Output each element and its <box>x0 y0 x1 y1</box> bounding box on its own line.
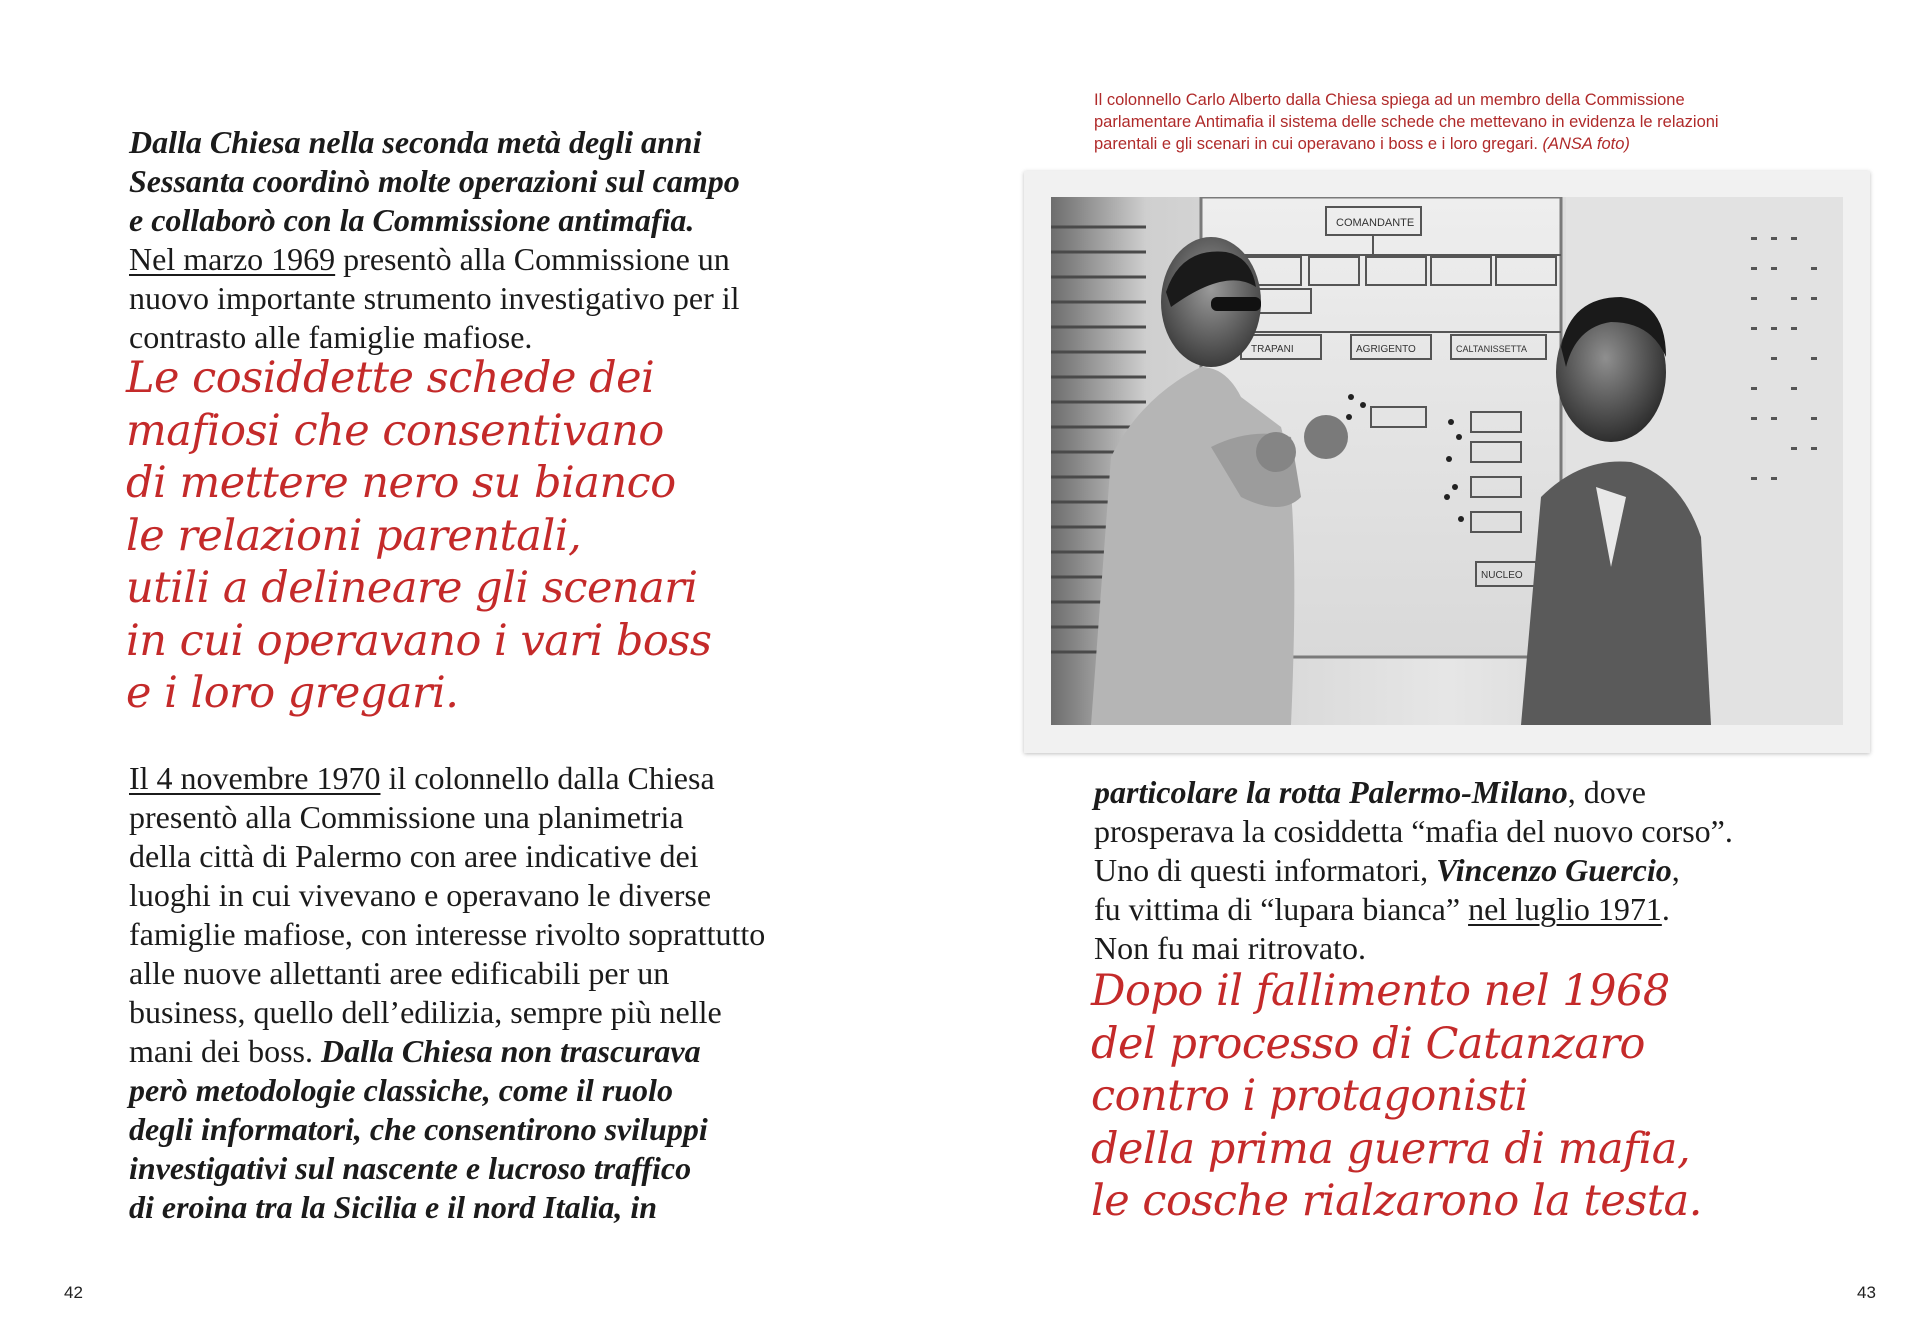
chart-label: TRAPANI <box>1251 344 1294 355</box>
route-bold-text: particolare la rotta Palermo-Milano <box>1094 774 1568 810</box>
body-bold-line: investigativi sul nascente e lucroso traffico <box>129 1150 692 1186</box>
right-body-line: Non fu mai ritrovato. <box>1094 930 1366 966</box>
quote-line: le relazioni parentali, <box>126 510 582 561</box>
intro-bold-line: e collaborò con la Commissione antimafia. <box>129 202 695 238</box>
body-bold-line: degli informatori, che consentirono sviluppi <box>129 1111 708 1147</box>
body-text: il colonnello dalla Chiesa <box>380 760 715 796</box>
right-body-line <box>1094 773 1874 812</box>
right-body-paragraph <box>1094 773 1874 968</box>
body-text: fu vittima di “lupara bianca” <box>1094 891 1469 927</box>
body-bold-line: di eroina tra la Sicilia e il nord Italia, in <box>129 1189 658 1225</box>
body-bold-text: Dalla Chiesa non trascurava <box>320 1033 701 1069</box>
photo-credit: (ANSA foto) <box>1542 135 1630 153</box>
caption-line: parlamentare Antimafia il sistema delle schede che mettevano in evidenza le relazioni <box>1094 113 1719 131</box>
body-line: business, quello dell’edilizia, sempre più nelle <box>129 994 722 1030</box>
body-mixed-line <box>129 1032 869 1071</box>
page-number-right: 43 <box>1857 1283 1876 1302</box>
body-line: presentò alla Commissione una planimetria <box>129 799 684 835</box>
body-text: . <box>1661 891 1670 927</box>
intro-text: presentò alla Commissione un <box>335 241 730 277</box>
quote-line: in cui operavano i vari boss <box>126 615 712 666</box>
intro-line: nuovo importante strumento investigativo per il <box>129 280 740 316</box>
intro-date-line <box>129 240 849 279</box>
photo-caption <box>1094 89 1854 155</box>
body-paragraph <box>129 759 869 1227</box>
caption-line <box>1094 133 1854 155</box>
chart-header-label: COMANDANTE <box>1336 217 1415 229</box>
intro-paragraph <box>129 123 849 357</box>
page-number-left: 42 <box>64 1283 83 1302</box>
right-body-line: prosperava la cosiddetta “mafia del nuovo corso”. <box>1094 813 1733 849</box>
quote-line: e i loro gregari. <box>126 668 459 718</box>
body-line: della città di Palermo con aree indicative dei <box>129 838 699 874</box>
archival-photo <box>1051 197 1843 725</box>
date-nov-1970: Il 4 novembre 1970 <box>129 760 381 796</box>
body-line: alle nuove allettanti aree edificabili per un <box>129 955 670 991</box>
caption-line: Il colonnello Carlo Alberto dalla Chiesa spiega ad un membro della Commissione <box>1094 91 1685 109</box>
body-date-line <box>129 759 869 798</box>
chart-label: NUCLEO <box>1481 570 1523 581</box>
date-july-1971: nel luglio 1971 <box>1468 891 1662 927</box>
quote-line: Le cosiddette schede dei <box>126 353 655 403</box>
intro-line: contrasto alle famiglie mafiose. <box>129 319 533 355</box>
right-body-line <box>1094 851 1874 890</box>
pull-quote-left <box>126 352 926 720</box>
chart-label: CALTANISSETTA <box>1456 344 1528 354</box>
body-text: mani dei boss. <box>129 1033 321 1069</box>
quote-line: del processo di Catanzaro <box>1091 1018 1645 1069</box>
informant-name: Vincenzo Guercio <box>1436 852 1672 888</box>
quote-line: Dopo il fallimento nel 1968 <box>1091 966 1670 1016</box>
body-text: , dove <box>1567 774 1646 810</box>
quote-line: contro i protagonisti <box>1091 1071 1528 1121</box>
body-line: luoghi in cui vivevano e operavano le diverse <box>129 877 712 913</box>
body-bold-line: però metodologie classiche, come il ruolo <box>129 1072 673 1108</box>
intro-bold-line: Sessanta coordinò molte operazioni sul campo <box>129 163 740 199</box>
body-line: famiglie mafiose, con interesse rivolto soprattutto <box>129 916 766 952</box>
body-text: , <box>1671 852 1680 888</box>
caption-text: parentali e gli scenari in cui operavano i boss e i loro gregari. <box>1094 135 1543 153</box>
photo-frame <box>1024 171 1870 753</box>
quote-line: mafiosi che consentivano <box>126 405 664 456</box>
quote-line: le cosche rialzarono la testa. <box>1091 1176 1702 1226</box>
right-body-line <box>1094 890 1874 929</box>
quote-line: di mettere nero su bianco <box>126 458 676 508</box>
intro-bold-line: Dalla Chiesa nella seconda metà degli anni <box>129 124 702 160</box>
date-march-1969: Nel marzo 1969 <box>129 241 336 277</box>
quote-line: utili a delineare gli scenari <box>126 563 698 613</box>
pull-quote-right <box>1091 965 1891 1228</box>
quote-line: della prima guerra di mafia, <box>1091 1123 1691 1174</box>
chart-label: AGRIGENTO <box>1356 344 1416 355</box>
body-text: Uno di questi informatori, <box>1094 852 1437 888</box>
